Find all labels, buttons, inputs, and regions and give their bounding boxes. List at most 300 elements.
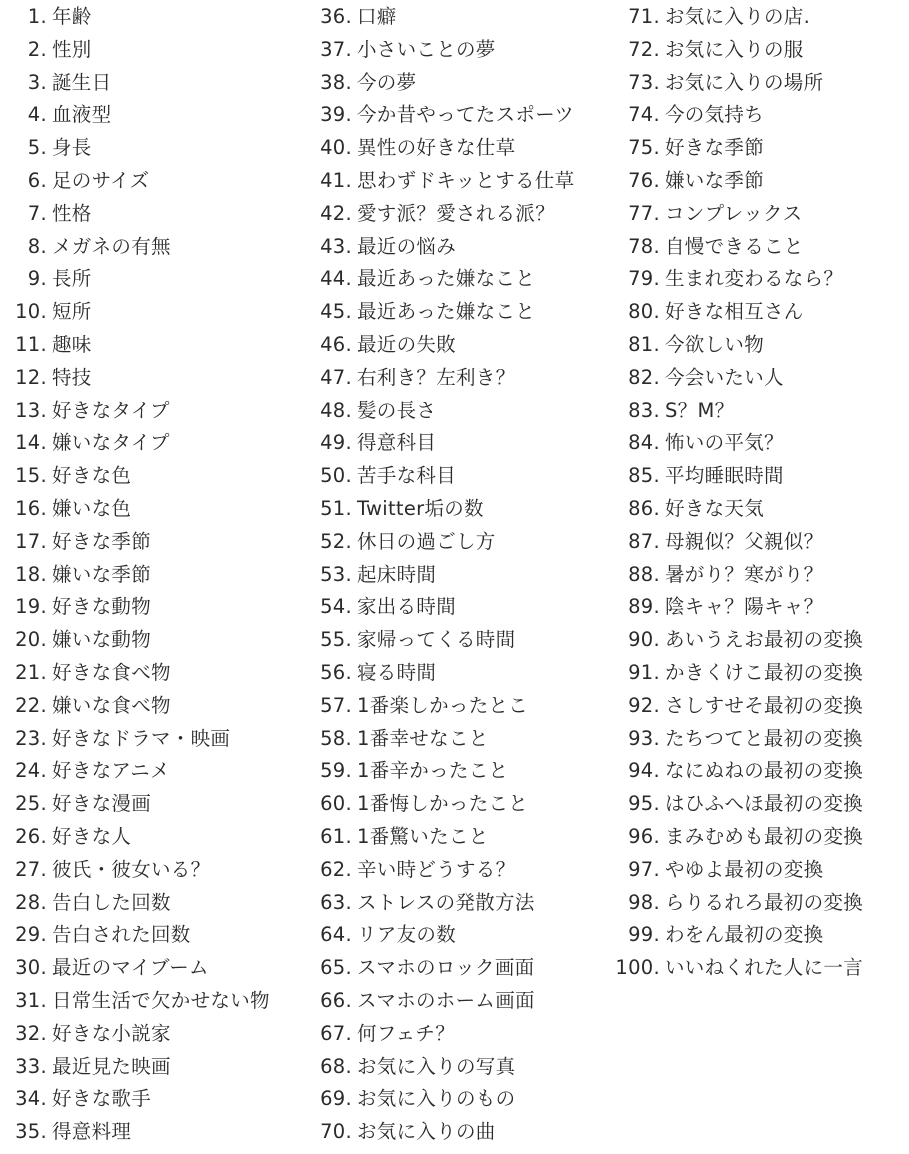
list-item [310,2,397,32]
item-text: お気に入りの曲 [357,1120,496,1144]
item-number: 88. [628,562,660,586]
list-item [10,166,149,196]
item-text: 家帰ってくる時間 [357,628,516,652]
list-item [610,199,802,229]
list-item [310,166,574,196]
item-text: 母親似？父親似？ [665,529,824,553]
list-item [310,1117,496,1147]
item-number: 52. [320,529,352,553]
item-number: 15. [15,464,47,488]
item-number: 85. [628,464,660,488]
item-text: 好きな動物 [52,595,152,619]
item-number: 80. [628,300,660,324]
item-number: 32. [15,1021,47,1045]
item-text: 今の夢 [357,70,417,94]
list-item [610,396,734,426]
list-item [310,658,436,688]
item-number: 27. [15,857,47,881]
item-number: 22. [15,693,47,717]
item-text: 起床時間 [357,562,437,586]
item-text: 趣味 [52,333,92,356]
item-text: はひふへほ最初の変換 [665,792,864,816]
list-item [610,133,764,163]
item-text: 好きなドラマ・映画 [52,726,231,750]
item-text: 好きなタイプ [52,398,170,422]
item-number: 54. [320,595,352,619]
item-text: 休日の過ごし方 [357,529,496,553]
item-number: 60. [320,792,352,816]
item-text: 怖いの平気？ [665,431,784,455]
item-text: 日常生活で欠かせない物 [52,989,270,1012]
item-text: 好きな相互さん [665,300,804,324]
item-text: 年齢 [52,5,92,28]
item-text: 最近あった嫌なこと [357,300,536,324]
list-item [310,986,535,1016]
list-item [310,428,436,458]
list-item [310,461,456,491]
item-text: Twitter垢の数 [357,497,484,520]
item-number: 21. [15,661,47,684]
item-number: 25. [15,792,47,816]
item-text: 好きな季節 [52,529,152,553]
item-text: あいうえお最初の変換 [665,628,864,652]
list-item [10,363,92,393]
item-text: 苦手な科目 [357,464,457,488]
list-item [310,1019,455,1049]
item-text: お気に入りのもの [357,1087,516,1111]
item-number: 93. [628,726,660,750]
list-item [10,330,92,360]
list-item [610,888,863,918]
list-item [310,297,535,327]
item-number: 12. [15,365,47,389]
item-text: S？M？ [665,398,735,422]
list-item [610,756,863,786]
item-number: 66. [320,989,352,1012]
list-item [310,330,456,360]
list-item [10,560,151,590]
item-number: 91. [628,661,660,684]
item-number: 82. [628,365,660,389]
list-item [310,888,535,918]
item-text: 最近のマイブーム [52,956,209,980]
item-text: 彼氏・彼女いる？ [52,857,211,881]
list-item [310,560,436,590]
item-number: 79. [628,267,660,291]
list-item [310,1052,515,1082]
item-text: 得意料理 [52,1120,132,1144]
item-number: 75. [628,136,660,160]
item-text: 1番幸せなこと [357,726,489,750]
list-item [610,625,863,655]
item-text: 1番辛かったこと [357,759,509,783]
item-number: 13. [15,398,47,422]
item-number: 55. [320,628,352,652]
item-number: 44. [320,267,352,291]
item-text: 性格 [52,201,92,225]
list-item [310,68,416,98]
list-item [610,494,764,524]
item-text: さしすせそ最初の変換 [665,693,864,717]
list-item [10,264,92,294]
list-item [10,625,151,655]
list-item [10,35,92,65]
item-text: 嫌いな動物 [52,628,152,652]
list-item [310,920,456,950]
item-text: 好きな小説家 [52,1021,171,1045]
item-number: 45. [320,300,352,324]
list-item [610,363,784,393]
item-text: かきくけこ最初の変換 [665,661,864,684]
item-number: 6. [27,169,47,192]
item-text: 短所 [52,300,92,324]
item-text: 好きなアニメ [52,759,170,783]
item-number: 34. [15,1087,47,1111]
item-number: 70. [320,1120,352,1144]
item-text: 暑がり？寒がり？ [665,562,824,586]
item-number: 62. [320,857,352,881]
list-item [610,560,823,590]
item-text: リア友の数 [357,923,457,947]
item-text: 性別 [52,37,92,61]
list-item [310,724,489,754]
list-item [310,855,515,885]
item-number: 84. [628,431,660,455]
list-item [310,232,456,262]
item-text: 嫌いな色 [52,497,132,520]
item-text: 最近あった嫌なこと [357,267,536,291]
item-number: 5. [27,136,47,160]
item-number: 1. [27,5,47,28]
item-number: 86. [628,497,660,520]
list-item [10,888,171,918]
list-item [610,822,863,852]
item-text: 思わずドキッとする仕草 [357,169,575,192]
list-item [610,330,764,360]
item-number: 68. [320,1054,352,1078]
item-text: 口癖 [357,5,397,28]
item-text: 1番悔しかったこと [357,792,529,816]
item-text: 辛い時どうする？ [357,857,516,881]
item-number: 7. [27,201,47,225]
item-text: 最近の悩み [357,234,457,258]
item-number: 97. [628,857,660,881]
item-number: 72. [628,37,660,61]
item-number: 63. [320,890,352,914]
item-text: 最近見た映画 [52,1054,171,1078]
item-text: 告白された回数 [52,923,191,947]
item-text: 好きな食べ物 [52,661,171,684]
list-item [310,756,508,786]
item-number: 81. [628,333,660,356]
item-number: 94. [628,759,660,783]
item-number: 56. [320,661,352,684]
list-item [610,461,784,491]
list-item [310,953,534,983]
item-number: 76. [628,169,660,192]
item-number: 57. [320,693,352,717]
item-number: 92. [628,693,660,717]
list-item [610,724,863,754]
list-item [10,100,111,130]
list-item [10,855,210,885]
list-item [10,658,171,688]
item-text: 今会いたい人 [665,365,784,389]
item-text: 小さいことの夢 [357,37,496,61]
item-number: 61. [320,825,352,848]
item-number: 53. [320,562,352,586]
item-number: 3. [27,70,47,94]
item-number: 38. [320,70,352,94]
item-text: 誕生日 [52,70,112,94]
list-item [10,2,92,32]
item-number: 77. [628,201,660,225]
list-item [10,592,151,622]
list-item [610,100,764,130]
item-text: 平均睡眠時間 [665,464,784,488]
item-number: 33. [15,1054,47,1078]
list-item [10,822,131,852]
list-item [310,1084,515,1114]
item-number: 39. [320,103,352,127]
list-item [10,297,92,327]
list-item [10,461,131,491]
item-text: やゆよ最初の変換 [665,857,824,881]
item-text: 何フェチ？ [357,1021,456,1045]
list-item [310,133,515,163]
item-text: 特技 [52,365,92,389]
item-number: 2. [27,37,47,61]
list-item [610,658,863,688]
item-text: ストレスの発散方法 [357,890,535,914]
item-number: 51. [320,497,352,520]
list-item [610,68,823,98]
list-item [610,35,804,65]
item-number: 41. [320,169,352,192]
item-number: 18. [15,562,47,586]
item-number: 100. [615,956,660,980]
list-item [10,953,209,983]
list-item [310,494,484,524]
list-item [610,297,804,327]
item-number: 47. [320,365,352,389]
list-item [10,920,191,950]
item-text: 嫌いな季節 [52,562,152,586]
item-number: 37. [320,37,352,61]
list-item [610,855,823,885]
item-text: 最近の失敗 [357,333,457,356]
item-text: 好きな色 [52,464,132,488]
item-number: 40. [320,136,352,160]
list-item [10,68,111,98]
list-item [610,789,863,819]
item-number: 28. [15,890,47,914]
item-number: 17. [15,529,47,553]
list-item [10,724,230,754]
list-item [10,396,170,426]
item-number: 83. [628,398,660,422]
item-number: 36. [320,5,352,28]
item-number: 78. [628,234,660,258]
item-number: 74. [628,103,660,127]
item-text: 右利き？左利き？ [357,365,516,389]
item-number: 49. [320,431,352,455]
item-text: 得意科目 [357,431,437,455]
item-number: 29. [15,923,47,947]
item-text: 嫌いなタイプ [52,431,170,455]
item-number: 96. [628,825,660,848]
item-number: 95. [628,792,660,816]
item-text: 1番楽しかったとこ [357,693,529,717]
item-number: 35. [15,1120,47,1144]
item-text: お気に入りの場所 [665,70,824,94]
list-item [310,363,515,393]
list-item [10,428,170,458]
item-number: 43. [320,234,352,258]
item-text: いいねくれた人に一言 [665,956,864,980]
item-text: わをん最初の変換 [665,923,824,947]
item-text: コンプレックス [665,201,803,225]
item-number: 87. [628,529,660,553]
item-text: 好きな天気 [665,497,765,520]
item-text: 血液型 [52,103,112,127]
list-item [10,199,92,229]
item-number: 65. [320,956,352,980]
item-text: 陰キャ？陽キャ？ [665,595,824,619]
list-item [610,2,810,32]
item-text: 好きな季節 [665,136,765,160]
list-item [310,822,489,852]
list-item [310,691,528,721]
item-text: スマホのホーム画面 [357,989,535,1012]
list-item [310,527,496,557]
item-text: 今の気持ち [665,103,765,127]
list-item [310,396,436,426]
item-text: 髪の長さ [357,398,437,422]
item-text: まみむめも最初の変換 [665,825,864,848]
item-text: 好きな歌手 [52,1087,152,1111]
item-number: 67. [320,1021,352,1045]
item-text: メガネの有無 [52,234,171,258]
list-item [10,691,171,721]
item-text: たちつてと最初の変換 [665,726,863,750]
item-text: 長所 [52,267,92,291]
item-number: 24. [15,759,47,783]
item-text: なにぬねの最初の変換 [665,759,864,783]
item-text: 家出る時間 [357,595,457,619]
item-number: 64. [320,923,352,947]
item-number: 31. [15,989,47,1012]
item-text: 自慢できること [665,234,804,258]
list-item [610,691,863,721]
list-item [310,35,496,65]
list-item [610,920,823,950]
item-text: お気に入りの服 [665,37,804,61]
item-text: 寝る時間 [357,661,437,684]
item-number: 99. [628,923,660,947]
list-item [310,789,528,819]
list-item [610,527,823,557]
list-item [10,1052,171,1082]
item-text: らりるれろ最初の変換 [665,890,864,914]
item-number: 98. [628,890,660,914]
item-number: 50. [320,464,352,488]
item-text: 告白した回数 [52,890,171,914]
item-text: お気に入りの店. [665,5,811,28]
list-item [310,592,456,622]
item-text: 今欲しい物 [665,333,765,356]
list-item [10,1117,131,1147]
item-text: 今か昔やってたスポーツ [357,103,575,127]
list-item [610,166,764,196]
item-number: 58. [320,726,352,750]
item-number: 16. [15,497,47,520]
item-number: 14. [15,431,47,455]
list-item [10,1019,171,1049]
item-number: 23. [15,726,47,750]
item-text: お気に入りの写真 [357,1054,516,1078]
list-item [10,1084,151,1114]
list-item [10,986,270,1016]
item-number: 59. [320,759,352,783]
item-number: 26. [15,825,47,848]
list-item [10,789,151,819]
item-text: スマホのロック画面 [357,956,535,980]
list-item [10,527,151,557]
item-number: 19. [15,595,47,619]
item-number: 73. [628,70,660,94]
item-number: 9. [27,267,47,291]
list-item [10,232,171,262]
item-number: 30. [15,956,47,980]
item-text: 嫌いな食べ物 [52,693,171,717]
list-item [610,953,863,983]
item-number: 8. [27,234,47,258]
list-item [310,264,535,294]
list-item [310,199,555,229]
item-text: 足のサイズ [52,169,150,192]
item-text: 生まれ変わるなら？ [665,267,844,291]
item-number: 90. [628,628,660,652]
item-number: 69. [320,1087,352,1111]
list-item [10,494,131,524]
item-number: 46. [320,333,352,356]
item-text: 好きな人 [52,825,132,848]
item-text: 嫌いな季節 [665,169,765,192]
list-item [610,592,823,622]
item-number: 48. [320,398,352,422]
item-text: 好きな漫画 [52,792,152,816]
item-text: 異性の好きな仕草 [357,136,516,160]
item-number: 4. [27,103,47,127]
list-item [310,625,515,655]
item-number: 42. [320,201,352,225]
item-text: 1番驚いたこと [357,825,489,848]
item-number: 89. [628,595,660,619]
item-number: 10. [15,300,47,324]
item-number: 71. [628,5,660,28]
list-item [610,428,784,458]
item-text: 身長 [52,136,92,160]
list-item [10,133,92,163]
list-item [610,232,804,262]
list-item [310,100,574,130]
item-number: 20. [15,628,47,652]
list-item [10,756,170,786]
list-item [610,264,843,294]
item-text: 愛す派？愛される派？ [357,201,556,225]
item-number: 11. [15,333,47,356]
